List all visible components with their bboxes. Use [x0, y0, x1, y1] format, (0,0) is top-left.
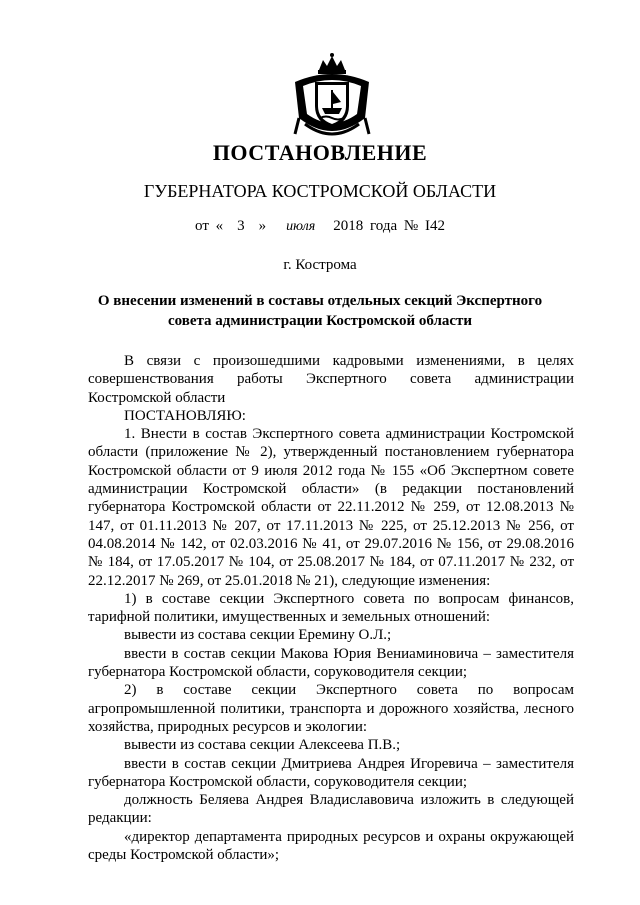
document-number: № I42	[403, 218, 445, 234]
heading-line-2: совета администрации Костромской области	[167, 313, 473, 329]
date-prefix: от «	[195, 218, 224, 234]
document-heading	[0, 291, 640, 331]
document-title: ПОСТАНОВЛЕНИЕ	[212, 140, 428, 165]
paragraph-preamble: В связи с произошедшими кадровыми изменениями, в целях совершенствования работы Экспертного совета администрации Костромской области	[88, 353, 574, 406]
date-year: 2018 года	[333, 218, 398, 234]
city-line: г. Кострома	[283, 257, 357, 273]
paragraph-add-2: ввести в состав секции Дмитриева Андрея Игоревича – заместителя губернатора Костромской области, соруководителя секции;	[88, 755, 574, 790]
paragraph-new-position: «директор департамента природных ресурсов и охраны окружающей среды Костромской области»;	[88, 828, 574, 864]
paragraph-position-change: должность Беляева Андрея Владиславовича изложить в следующей редакции:	[88, 792, 574, 827]
date-line	[0, 218, 640, 235]
date-close: »	[258, 218, 267, 234]
paragraph-resolve: ПОСТАНОВЛЯЮ:	[124, 407, 246, 424]
paragraph-remove-1: вывести из состава секции Еремину О.Л.;	[124, 627, 392, 644]
date-month: июля	[286, 219, 316, 234]
paragraph-subitem-1: 1) в составе секции Экспертного совета по вопросам финансов, тарифной политики, имущественных и земельных отношений:	[88, 590, 574, 626]
issuer-subtitle: ГУБЕРНАТОРА КОСТРОМСКОЙ ОБЛАСТИ	[143, 181, 497, 201]
paragraph-item-1: 1. Внести в состав Экспертного совета администрации Костромской области (приложение № 2), утвержденный постановлением губернатора Костромской области от 9 июля 2012 года № 155 «Об Экспертном совете администрации Костромской области» (в редакции постановлений губернатора Костромской области от 22.11.2012 № 259, от 12.08.2013 № 147, от 01.11.2013 № 207, от 17.11.2013 № 225, от 25.12.2013 № 256, от 04.08.2014 № 142, от 02.03.2016 № 41, от 29.07.2016 № 156, от 29.08.2016 № 184, от 17.05.2017 № 104, от 25.08.2017 № 184, от 07.11.2017 № 232, от 22.12.2017 № 269, от 25.01.2018 № 21), следующие изменения:	[88, 426, 574, 589]
heading-line-1: О внесении изменений в составы отдельных секций Экспертного	[97, 293, 543, 309]
coat-of-arms-emblem	[289, 52, 375, 142]
paragraph-subitem-2: 2) в составе секции Экспертного совета по вопросам агропромышленной политики, транспорта и дорожного хозяйства, лесного хозяйства, природных ресурсов и экологии:	[88, 682, 574, 735]
document-body	[88, 352, 574, 864]
date-day: 3	[237, 218, 245, 234]
paragraph-remove-2: вывести из состава секции Алексеева П.В.;	[124, 737, 401, 754]
paragraph-add-1: ввести в состав секции Макова Юрия Вениаминовича – заместителя губернатора Костромской области, соруководителя секции;	[88, 645, 574, 681]
